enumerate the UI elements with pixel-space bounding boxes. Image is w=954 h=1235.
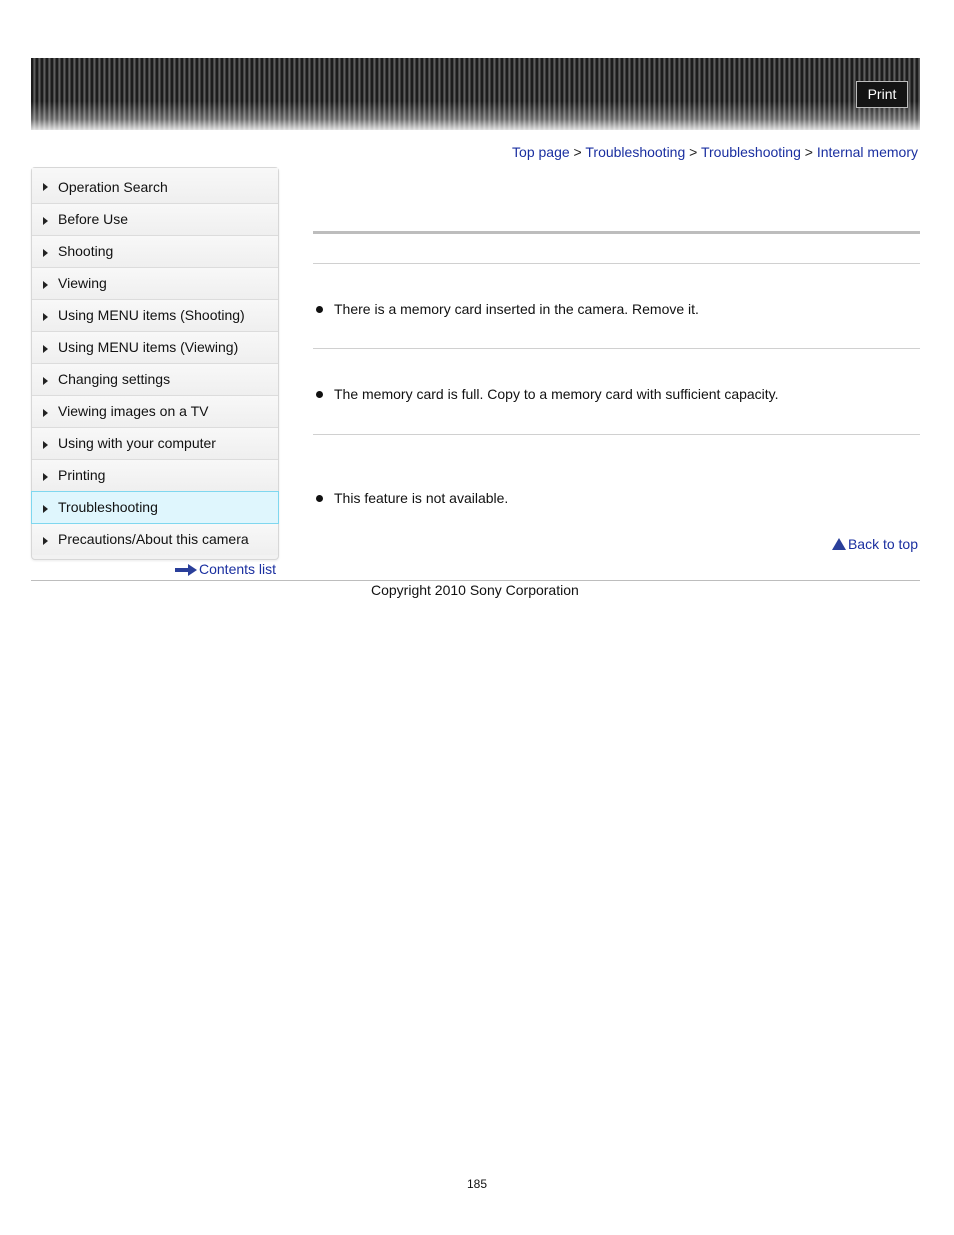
sidebar-item-printing[interactable] xyxy=(32,460,278,492)
sidebar-item-menu-viewing[interactable] xyxy=(32,332,278,364)
chevron-right-icon xyxy=(43,249,48,257)
sidebar-item-operation-search[interactable] xyxy=(32,168,278,204)
sidebar-item-troubleshooting[interactable] xyxy=(31,491,279,524)
sidebar-item-label: Viewing images on a TV xyxy=(58,403,209,419)
sidebar-item-label: Using MENU items (Viewing) xyxy=(58,339,239,355)
sidebar-item-label: Precautions/About this camera xyxy=(58,531,249,547)
breadcrumb-troubleshooting-sub[interactable]: Troubleshooting xyxy=(700,144,801,160)
chevron-right-icon xyxy=(43,183,48,191)
sidebar-item-label: Shooting xyxy=(58,243,114,259)
chevron-right-icon xyxy=(43,217,48,225)
section-divider xyxy=(313,263,920,264)
chevron-right-icon xyxy=(43,441,48,449)
sidebar-item-label: Printing xyxy=(58,467,106,483)
contents-list-label: Contents list xyxy=(199,561,277,577)
chevron-right-icon xyxy=(43,345,48,353)
breadcrumb-separator: > xyxy=(804,144,813,160)
section-divider xyxy=(313,231,920,234)
chevron-right-icon xyxy=(43,505,48,513)
chevron-right-icon xyxy=(43,473,48,481)
chevron-right-icon xyxy=(43,281,48,289)
sidebar-item-label: Viewing xyxy=(58,275,107,291)
sidebar-item-label: Using MENU items (Shooting) xyxy=(58,307,245,323)
print-button[interactable]: Print xyxy=(856,81,908,108)
list-item-text: There is a memory card inserted in the camera. Remove it. xyxy=(334,301,699,317)
sidebar-item-label: Changing settings xyxy=(58,371,171,387)
list-item-text: This feature is not available. xyxy=(334,490,509,506)
contents-list-link[interactable] xyxy=(175,561,276,577)
bullet-icon xyxy=(316,391,323,398)
sidebar-item-menu-shooting[interactable] xyxy=(32,300,278,332)
sidebar-item-label: Using with your computer xyxy=(58,435,216,451)
arrow-right-icon xyxy=(175,564,197,576)
sidebar-nav xyxy=(31,167,279,560)
sidebar-item-label: Operation Search xyxy=(58,179,168,195)
chevron-right-icon xyxy=(43,377,48,385)
sidebar-item-viewing-tv[interactable] xyxy=(32,396,278,428)
bullet-icon xyxy=(316,306,323,313)
sidebar-item-before-use[interactable] xyxy=(32,204,278,236)
copyright-text: Copyright 2010 Sony Corporation xyxy=(371,582,579,598)
chevron-right-icon xyxy=(43,409,48,417)
breadcrumb-separator: > xyxy=(689,144,698,160)
section-divider xyxy=(313,348,920,349)
sidebar-item-label: Before Use xyxy=(58,211,129,227)
breadcrumb-separator: > xyxy=(573,144,582,160)
list-item xyxy=(316,386,779,402)
sidebar-item-viewing[interactable] xyxy=(32,268,278,300)
sidebar-item-label: Troubleshooting xyxy=(58,499,158,515)
breadcrumb-top-page[interactable]: Top page xyxy=(512,144,570,160)
sidebar-item-shooting[interactable] xyxy=(32,236,278,268)
chevron-right-icon xyxy=(43,537,48,545)
list-item xyxy=(316,490,508,506)
back-to-top-link[interactable] xyxy=(832,536,918,552)
list-item xyxy=(316,301,699,317)
section-divider xyxy=(313,434,920,435)
sidebar-item-changing-settings[interactable] xyxy=(32,364,278,396)
chevron-right-icon xyxy=(43,313,48,321)
breadcrumb-troubleshooting[interactable]: Troubleshooting xyxy=(585,144,686,160)
breadcrumb-internal-memory[interactable]: Internal memory xyxy=(816,144,918,160)
sidebar-item-precautions[interactable] xyxy=(32,524,278,555)
back-to-top-label: Back to top xyxy=(847,536,918,552)
footer-divider xyxy=(31,580,920,581)
header-banner xyxy=(31,58,920,130)
bullet-icon xyxy=(316,495,323,502)
sidebar-item-computer[interactable] xyxy=(32,428,278,460)
page-number: 185 xyxy=(466,1177,488,1191)
breadcrumb xyxy=(512,144,918,160)
triangle-up-icon xyxy=(832,538,846,550)
list-item-text: The memory card is full. Copy to a memory card with sufficient capacity. xyxy=(334,386,779,402)
